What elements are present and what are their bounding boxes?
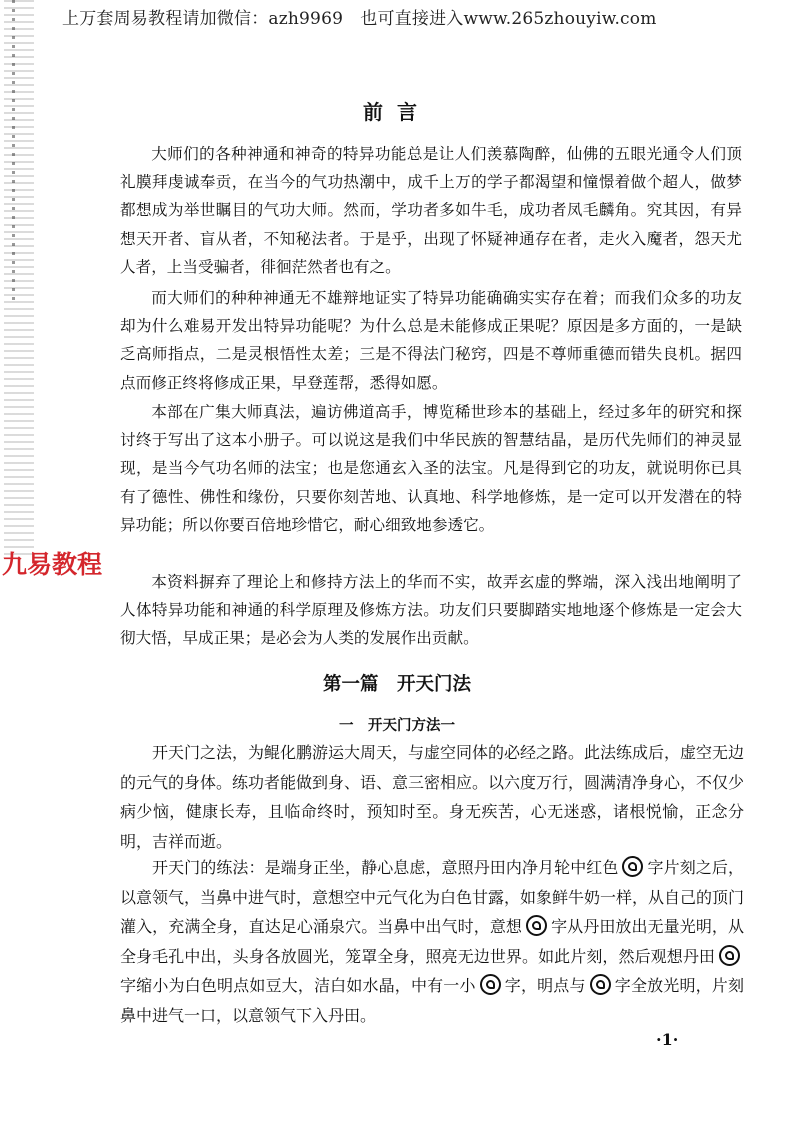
method-paragraph-1: 开天门之法，为鲲化鹏游运大周天，与虚空同体的必经之路。此法练成后，虚空无边的元气的身体。练功者能做到身、语、意三密相应。以六度万行，圆满清净身心，不仅少病少恼，健康长寿，且临命终时，预知时至。身无疾苦，心无迷惑，诸根悦愉，正念分明，吉祥而逝。	[120, 743, 745, 851]
seed-syllable-icon	[719, 945, 740, 966]
preface-paragraph-2: 而大师们的种种神通无不雄辩地证实了特异功能确确实实存在着；而我们众多的功友却为什么难易开发出特异功能呢？为什么总是未能修成正果呢？原因是多方面的，一是缺乏高师指点，二是灵根悟性太差；三是不得法门秘窍，四是不尊师重德而错失良机。据四点而修正终将修成正果，早登莲帮，悉得如愿。	[120, 289, 742, 392]
seed-syllable-icon	[622, 856, 643, 877]
seed-syllable-icon	[480, 974, 501, 995]
page-number: ·1·	[656, 1030, 679, 1049]
method-text-a: 开天门的练法：是端身正坐，静心息虑，意照丹田内净月轮中红色	[152, 858, 619, 877]
seed-syllable-icon	[526, 915, 547, 936]
method-text-c: 字从丹田放出无量光明，从全身毛孔中出，头身各放圆光，笼罩全身，照亮无边世界。如此片刻，然后观想丹田	[120, 917, 744, 966]
method-text-d: 字缩小为白色明点如豆大，洁白如水晶，中有一小	[120, 976, 476, 995]
preface-paragraph-1: 大师们的各种神通和神奇的特异功能总是让人们羡慕陶醉，仙佛的五眼光通令人们顶礼膜拜虔诚奉贡，在当今的气功热潮中，成千上万的学子都渴望和憧憬着做个超人，做梦都想成为举世瞩目的气功大师。然而，学功者多如牛毛，成功者凤毛麟角。究其因，有异想天开者、盲从者，不知秘法者。于是乎，出现了怀疑神通存在者，走火入魔者，怨天尤人者，上当受骗者，徘徊茫然者也有之。	[120, 145, 742, 276]
binding-stitch	[12, 0, 15, 300]
method-text-e: 字，明点与	[504, 976, 586, 995]
seed-syllable-icon	[590, 974, 611, 995]
preface-paragraph-4: 本资料摒弃了理论上和修持方法上的华而不实，故弄玄虚的弊端，深入浅出地阐明了人体特异功能和神通的科学原理及修炼方法。功友们只要脚踏实地地逐个修炼是一定会大彻大悟，早成正果；是必会为人类的发展作出贡献。	[120, 573, 742, 648]
chapter-title: 第一篇 开天门法	[322, 674, 471, 695]
binding-edge	[4, 0, 34, 560]
top-watermark: 上万套周易教程请加微信：azh9969 也可直接进入www.265zhouyiw.com	[62, 9, 657, 29]
method-text-f: 字全放光明，片刻鼻中进气一口，以意领气下入丹田。	[120, 976, 744, 1025]
section-title: 一 开天门方法一	[339, 718, 455, 734]
method-text-b: 字片刻之后，以意领气，当鼻中进气时，意想空中元气化为白色甘露，如象鲜牛奶一样，从自己的顶门灌入，充满全身，直达足心涌泉穴。当鼻中出气时，意想	[120, 858, 745, 936]
brand-stamp: 九易教程	[2, 550, 103, 579]
preface-paragraph-3: 本部在广集大师真法，遍访佛道高手，博览稀世珍本的基础上，经过多年的研究和探讨终于写出了这本小册子。可以说这是我们中华民族的智慧结晶，是历代先师们的神灵显现，是当今气功名师的法宝；也是您通玄入圣的法宝。凡是得到它的功友，就说明你已具有了德性、佛性和缘份，只要你刻苦地、认真地、科学地修炼，是一定可以开发潜在的特异功能；所以你要百倍地珍惜它，耐心细致地参透它。	[120, 403, 742, 534]
page-title: 前言	[363, 100, 431, 124]
method-paragraph-2	[120, 853, 744, 1030]
